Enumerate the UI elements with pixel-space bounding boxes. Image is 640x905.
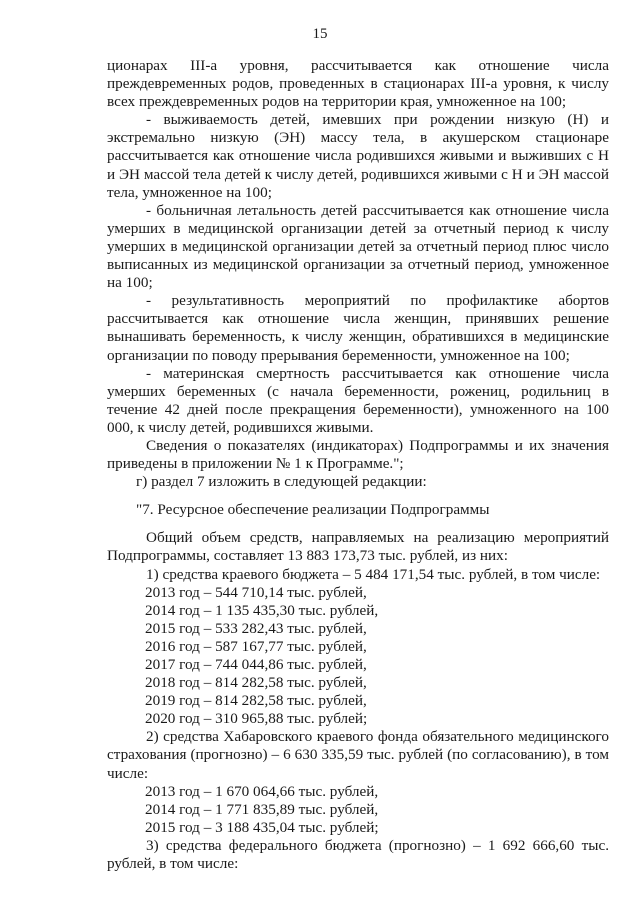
paragraph-total-funding: Общий объем средств, направляемых на реализацию мероприятий Подпрограммы, составляет 13 883 173,73 тыс. рублей, из них:	[107, 529, 609, 565]
document-body	[107, 57, 609, 873]
list-item: 2016 год – 587 167,77 тыс. рублей,	[145, 637, 367, 655]
page-number: 15	[312, 26, 328, 42]
paragraph-regional-budget: 1) средства краевого бюджета – 5 484 171,54 тыс. рублей, в том числе:	[146, 565, 601, 583]
list-item: 2015 год – 533 282,43 тыс. рублей,	[145, 619, 367, 637]
paragraph: ционарах III-а уровня, рассчитывается как отношение числа преждевременных родов, проведенных в стационарах III-а уровня, к числу всех преждевременных родов на территории края, умноженное на 100;	[107, 57, 609, 111]
paragraph-maternal-mortality: - материнская смертность рассчитывается как отношение числа умерших беременных (с начала беременности, рожениц, родильниц в течение 42 дней после прекращения беременности), умноженного на 100 000, к числу детей, родившихся живыми.	[107, 364, 609, 436]
paragraph-indicators: Сведения о показателях (индикаторах) Подпрограммы и их значения приведены в приложении № 1 к Программе.";	[107, 436, 609, 473]
list-item: 2019 год – 814 282,58 тыс. рублей,	[145, 692, 367, 710]
list-item: 2018 год – 814 282,58 тыс. рублей,	[145, 674, 367, 692]
section-heading: "7. Ресурсное обеспечение реализации Подпрограммы	[136, 501, 490, 519]
paragraph-survival-rate: - выживаемость детей, имевших при рождении низкую (Н) и экстремально низкую (ЭН) массу тела, в акушерском стационаре рассчитывается как отношение числа родившихся живыми и выживших с Н и ЭН массой тела детей к числу детей, родившихся живыми с Н и ЭН массой тела, умноженное на 100;	[107, 111, 609, 201]
paragraph-insurance-fund: 2) средства Хабаровского краевого фонда обязательного медицинского страхования (прогнозно) – 6 630 335,59 тыс. рублей (по согласованию), в том числе:	[107, 728, 609, 782]
paragraph-abortion-prevention: - результативность мероприятий по профилактике абортов рассчитывается как отношение числа женщин, принявших решение вынашивать беременность, к числу женщин, обратившихся в медицинские организации по поводу прерывания беременности, умноженное на 100;	[107, 292, 609, 364]
paragraph-section-7-instruction: г) раздел 7 изложить в следующей редакции:	[136, 473, 427, 491]
list-item: 2014 год – 1 771 835,89 тыс. рублей,	[145, 800, 379, 818]
list-item: 2014 год – 1 135 435,30 тыс. рублей,	[145, 601, 379, 619]
list-item: 2013 год – 544 710,14 тыс. рублей,	[145, 583, 367, 601]
paragraph-hospital-mortality: - больничная летальность детей рассчитывается как отношение числа умерших в медицинской организации детей за отчетный период к числу умерших в медицинской организации детей за отчетный период плюс число выписанных из медицинской организации за отчетный период, умноженное на 100;	[107, 201, 609, 292]
paragraph-federal-budget: 3) средства федерального бюджета (прогнозно) – 1 692 666,60 тыс. рублей, в том числе:	[107, 836, 609, 873]
list-item: 2015 год – 3 188 435,04 тыс. рублей;	[145, 818, 379, 836]
list-item: 2013 год – 1 670 064,66 тыс. рублей,	[145, 782, 379, 800]
list-item: 2020 год – 310 965,88 тыс. рублей;	[145, 710, 368, 728]
list-item: 2017 год – 744 044,86 тыс. рублей,	[145, 656, 367, 673]
